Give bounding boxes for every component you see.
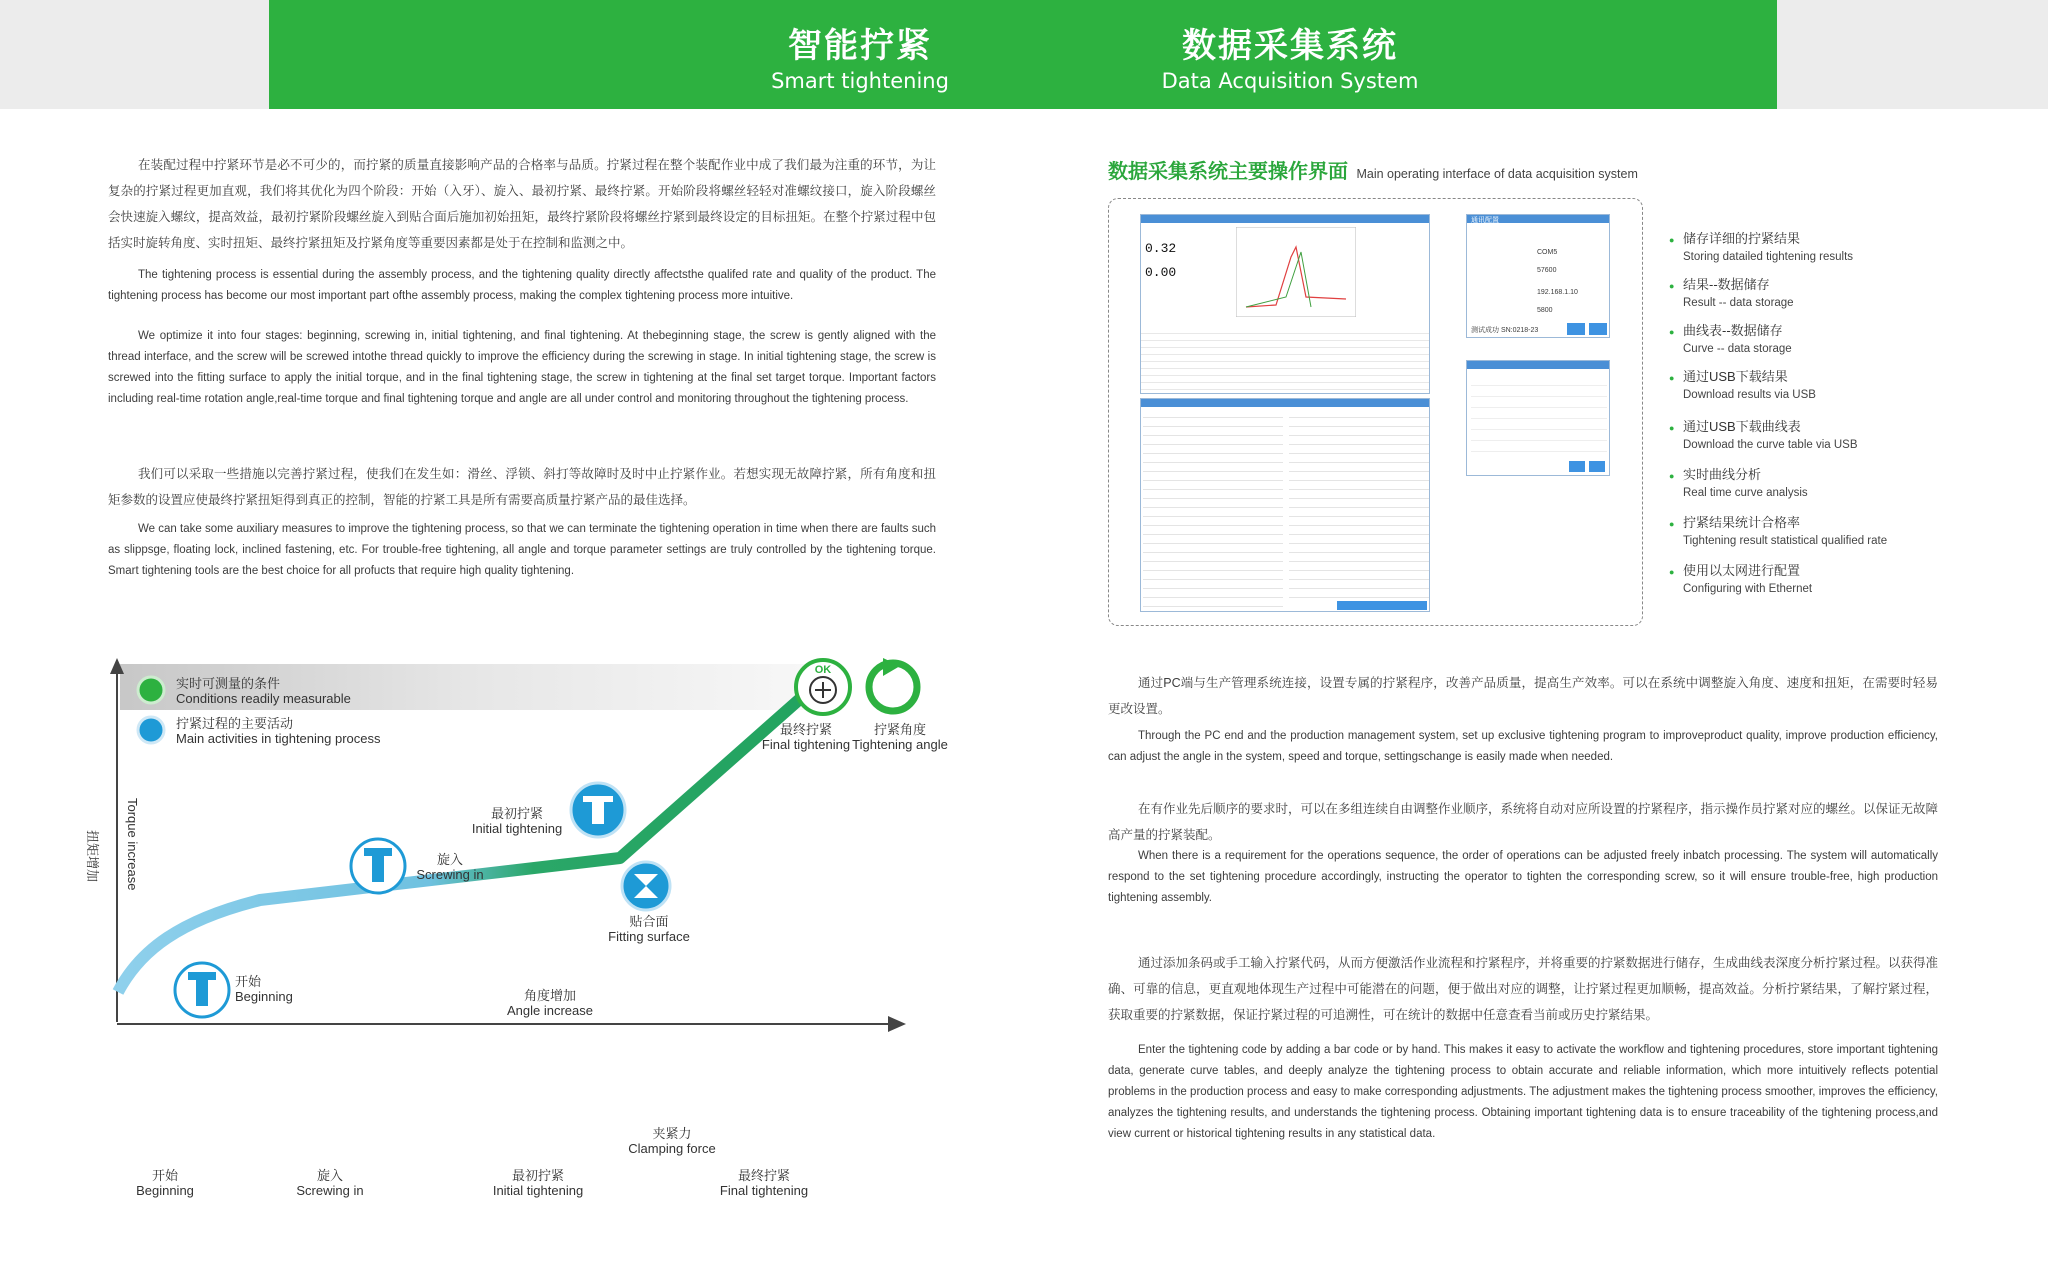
right-section-title [1108,155,1638,184]
stage-beginning-en: Beginning [235,989,293,1004]
y-axis-label [85,830,100,910]
stage-initial-en: Initial tightening [471,821,563,836]
feature-6-zh: ● 实时曲线分析 [1683,466,1808,484]
feature-3 [1683,322,1792,358]
feature-3-zh: ● 曲线表--数据储存 [1683,322,1792,340]
left-paragraph-1-en: The tightening process is essential during the assembly process, and the tightening quality directly affectsthe qualifed rate and quality of the product. The tightening process has become our most important part ofthe assembly process, making the complex tightening process more intuitive. [108,269,936,302]
comm-ok-button[interactable] [1567,323,1585,335]
feature-7-en: Tightening result statistical qualified rate [1683,535,1888,547]
stage-angle-zh: 拧紧角度 [873,722,926,737]
legend-2 [176,716,381,746]
feature-8-zh: ● 使用以太网进行配置 [1683,562,1812,580]
left-paragraph-1-zh: 在装配过程中拧紧环节是必不可少的，而拧紧的质量直接影响产品的合格率与品质。拧紧过程在整个装配作业中成了我们最为注重的环节，为让复杂的拧紧过程更加直观，我们将其优化为四个阶段：开始（入牙）、旋入、最初拧紧、最终拧紧。开始阶段将螺丝轻轻对准螺纹接口，旋入阶段螺丝会快速旋入螺纹，提高效益，最初拧紧阶段螺丝旋入到贴合面后施加初始扭矩，最终拧紧阶段将螺丝拧紧到最终设定的目标扭矩。在整个拧紧过程中包括实时旋转角度、实时扭矩、最终拧紧扭矩及拧紧角度等重要因素都是处于在控制和监测之中。 [108,158,936,250]
clamping-angle-zh: 夹紧角度 [784,1078,837,1093]
bottom-screwing-zh: 旋入 [316,1168,343,1183]
x-axis-label-en: Angle increase [507,1003,593,1018]
header-banner [269,0,1777,109]
bottom-beginning-zh: 开始 [151,1168,178,1183]
clamping-force-en: Clamping force [628,1141,716,1156]
bottom-initial-label [478,1168,598,1198]
feature-8 [1683,562,1812,598]
header-right-title-zh: 数据采集系统 [1182,26,1398,66]
right-paragraph-1-zh: 通过PC端与生产管理系统连接，设置专属的拧紧程序，改善产品质量，提高生产效率。可以在系统中调整旋入角度、速度和扭矩，在需要时轻易更改设置。 [1108,676,1938,716]
left-paragraph-3-zh: 我们可以采取一些措施以完善拧紧过程，使我们在发生如：滑丝、浮锁、斜打等故障时及时中止拧紧作业。若想实现无故障拧紧，所有角度和扭矩参数的设置应使最终拧紧扭矩得到真正的控制，智能的拧紧工具是所有需要高质量拧紧产品的最佳选择。 [108,467,936,507]
feature-8-en: Configuring with Ethernet [1683,583,1813,595]
stage-final-label [756,722,856,752]
bottom-beginning-label [120,1168,210,1198]
right-paragraph-2-en: When there is a requirement for the operations sequence, the order of operations can be adjusted freely inbatch processing. The system will automatically respond to the set tightening procedure accordingly, instructing the operator to tighten the corresponding screw, so it will ensure trouble-free, high production tightening assembly. [1108,850,1938,904]
stage-screwing-in-zh: 旋入 [436,852,463,867]
feature-5-zh: ● 通过USB下载曲线表 [1683,418,1858,436]
program-buttons[interactable] [1337,601,1427,610]
param-window [1466,360,1610,476]
param-exit-button[interactable] [1589,461,1605,472]
bottom-initial-zh: 最初拧紧 [511,1168,564,1183]
right-paragraph-3-en: Enter the tightening code by adding a bar code or by hand. This makes it easy to activate the workflow and tightening procedures, store important tightening data, generate curve tables, and deeply analyze the tightening process to obtain accurate and reliable information, which more intuitively reflects potential problems in the production process and easy to make corresponding adjustments. The adjustment makes the tightening process smoother, improves the efficiency, analyzes the tightening results, and understands the tightening process. Obtaining important tightening data is to ensure traceability of the tightening process,and view current or historical tightening results in any statistical data. [1108,1044,1938,1140]
param-save-button[interactable] [1569,461,1585,472]
stage-fitting-label [594,914,704,944]
clamping-angle-label [784,1078,874,1108]
beginning-icon [175,963,229,1017]
right-title-en: Main operating interface of data acquisition system [1356,167,1638,181]
bottom-beginning-en: Beginning [136,1183,194,1198]
legend-1-en: Conditions readily measurable [176,691,351,706]
header-left-title-en: Smart tightening [771,69,949,93]
right-paragraph-1-en: Through the PC end and the production management system, set up exclusive tightening program to improveproduct quality, improve production efficiency, can adjust the angle in the system, speed and torque, settingschange is easily made when needed. [1108,730,1938,763]
feature-1-zh: ● 储存详细的拧紧结果 [1683,230,1853,248]
right-title-zh: 数据采集系统主要操作界面 [1108,161,1348,183]
ok-label: OK [814,664,832,676]
x-axis-arrow [888,1016,906,1032]
feature-5-en: Download the curve table via USB [1683,439,1858,451]
stage-angle-label [850,722,950,752]
left-paragraph-2-en: We optimize it into four stages: beginning, screwing in, initial tightening, and final tightening. At thebeginning stage, the screw is gently aligned with the thread interface, and the screw will be screwed intothe thread quickly to improve the efficiency during the screwing in stage. In initial tightening stage, the screw is screwed into the fitting surface to apply the initial torque, and in the final tightening stage, the screw in tightening at the final set target torque. Important factors including real-time rotation angle,real-time torque and final tightening torque and angle are all under control and monitoring throughout the tightening process. [108,330,936,405]
legend-green-dot [138,677,164,703]
program-window [1140,398,1430,612]
feature-7-zh: ● 拧紧结果统计合格率 [1683,514,1887,532]
feature-4-en: Download results via USB [1683,389,1816,401]
stage-initial-label [462,806,572,836]
legend-2-zh: 拧紧过程的主要活动 [176,716,294,731]
feature-2 [1683,276,1794,312]
bottom-initial-en: Initial tightening [492,1183,584,1198]
feature-3-en: Curve -- data storage [1683,343,1792,355]
stage-initial-zh: 最初拧紧 [490,806,543,821]
comm-title: 通讯配置 [1471,217,1499,224]
stage-fitting-en: Fitting surface [608,929,690,944]
legend-blue-dot [138,717,164,743]
fitting-surface-icon [622,862,670,910]
stage-screwing-in-en: Screwing in [416,867,484,882]
tightening-angle-icon [869,658,917,711]
feature-2-en: Result -- data storage [1683,297,1794,309]
header-left-title-zh: 智能拧紧 [788,26,932,66]
stage-final-zh: 最终拧紧 [779,722,832,737]
right-paragraph-3-zh: 通过添加条码或手工输入拧紧代码，从而方便激活作业流程和拧紧程序，并将重要的拧紧数据进行储存，生成曲线表深度分析拧紧过程。以获得准确、可靠的信息，更直观地体现生产过程中可能潜在的问题，便于做出对应的调整，让拧紧过程更加顺畅，提高效益。分析拧紧结果，了解拧紧过程，获取重要的拧紧数据，保证拧紧过程的可追溯性，可在统计的数据中任意查看当前或历史拧紧结果。 [1108,956,1939,1022]
header-left-title [760,18,960,93]
comm-row-3: 192.168.1.10 [1537,289,1578,296]
legend-1-zh: 实时可测量的条件 [176,676,281,691]
feature-5 [1683,418,1858,454]
legend-2-en: Main activities in tightening process [176,731,381,746]
y-axis-label-zh: 扭矩增加 [85,830,100,883]
bottom-final-zh: 最终拧紧 [737,1168,790,1183]
x-axis-label [480,988,620,1018]
feature-1-en: Storing datailed tightening results [1683,251,1854,263]
stage-fitting-zh: 贴合面 [629,914,669,929]
screwing-in-icon [351,839,405,893]
feature-6 [1683,466,1808,502]
comm-test-label: 测试成功 SN:0218-23 [1471,327,1539,334]
feature-6-en: Real time curve analysis [1683,487,1808,499]
initial-tightening-icon [571,783,625,837]
param-rows [1471,375,1607,455]
stage-screwing-in-label [405,852,495,882]
feature-4 [1683,368,1816,404]
header-right-title [1140,18,1440,93]
stage-angle-en: Tightening angle [852,737,948,752]
clamping-force-zh: 夹紧力 [652,1126,692,1141]
right-paragraph-2-zh: 在有作业先后顺序的要求时，可以在多组连续自由调整作业顺序，系统将自动对应所设置的拧紧程序，指示操作员拧紧对应的螺丝。以保证无故障高产量的拧紧装配。 [1108,802,1939,842]
software-main-window [1140,214,1430,394]
results-table [1141,327,1430,394]
y-axis-label-en-wrap [125,798,140,891]
bottom-final-label [704,1168,824,1198]
feature-2-zh: ● 结果--数据储存 [1683,276,1794,294]
feature-7 [1683,514,1887,550]
readout-angle: 0.00 [1145,265,1177,280]
readout-torque: 0.32 [1145,241,1177,256]
comm-row-4: 5800 [1537,307,1553,314]
x-axis-label-zh: 角度增加 [523,988,576,1003]
legend-1 [176,676,351,706]
bottom-screwing-en: Screwing in [296,1183,364,1198]
comm-cancel-button[interactable] [1589,323,1607,335]
bottom-screwing-label [285,1168,375,1198]
comm-row-1: COM5 [1537,249,1558,256]
stage-beginning-zh: 开始 [235,974,262,989]
clamping-force-label [612,1126,732,1156]
program-table-left [1143,409,1283,609]
y-axis-label-en: Torque increase [125,798,140,891]
program-table-right [1289,409,1429,599]
mini-curve-chart [1236,227,1356,317]
feature-4-zh: ● 通过USB下载结果 [1683,368,1816,386]
comm-row-2: 57600 [1537,267,1557,274]
stage-beginning-label [235,974,293,1004]
bottom-final-en: Final tightening [719,1183,809,1198]
comm-config-window [1466,214,1610,338]
feature-1 [1683,230,1853,266]
stage-final-en: Final tightening [761,737,851,752]
header-right-title-en: Data Acquisition System [1161,69,1419,93]
clamping-angle-en: Clamping angle [784,1093,875,1108]
left-paragraph-3-en: We can take some auxiliary measures to improve the tightening process, so that we can terminate the tightening operation in time when there are faults such as slippsge, floating lock, inclined fastening, etc. For trouble-free tightening, all angle and torque parameter settings are truly controlled by the tightening torque. Smart tightening tools are the best choice for all profucts that require high quality tightening. [108,523,936,577]
